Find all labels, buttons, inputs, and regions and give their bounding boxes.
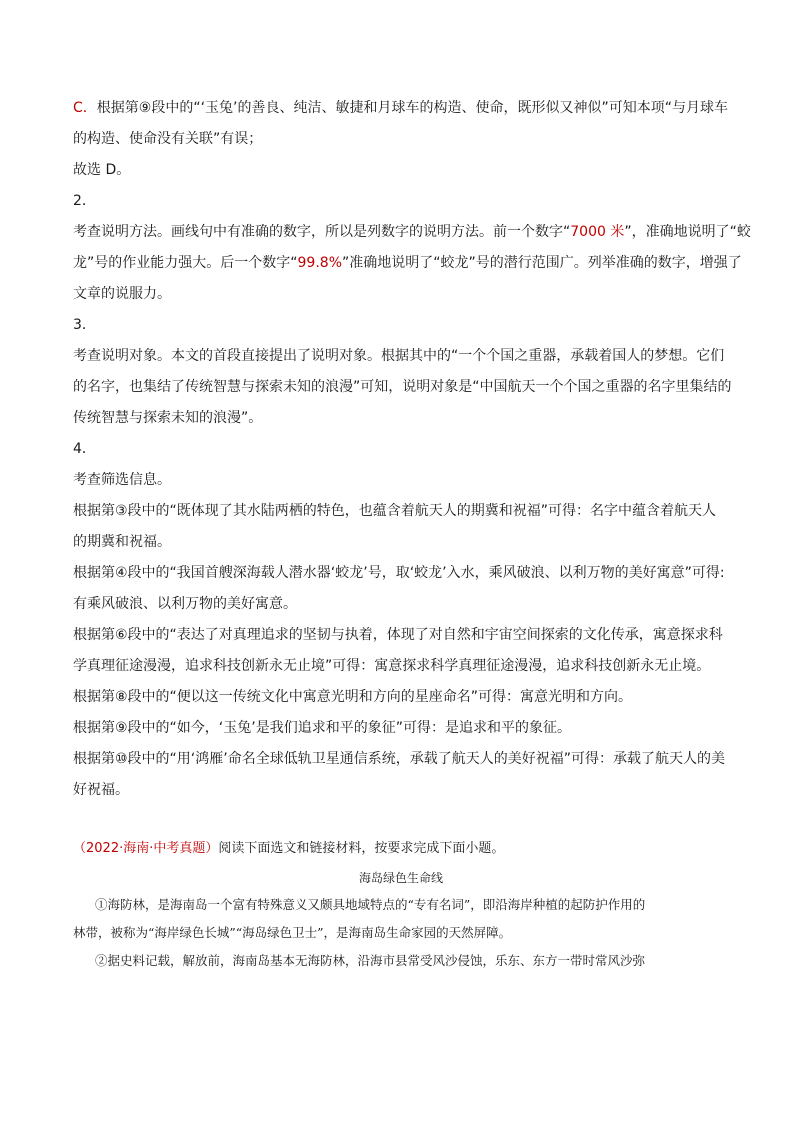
q4-p3-line-2: 的期冀和祝福。 [73,534,171,550]
q4-number: 4． [73,441,96,457]
answer-c-line-1 [73,98,729,119]
q2-highlight-1: 7000 米 [570,224,625,240]
q2-line-1 [73,222,751,243]
q4-p4-line-2: 有乘风破浪、以利万物的美好寓意。 [73,596,297,612]
article-p2-line-1: ②据史料记载，解放前，海南岛基本无海防林，沿海市县常受风沙侵蚀，乐东、东方一带时常风沙弥 [95,953,646,968]
q4-p10-line-1: 根据第⑩段中的“用‘鸿雁’命名全球低轨卫星通信系统，承载了航天人的美好祝福”可得：承载了航天人的美 [73,751,725,767]
answer-c-line-2: 的构造、使命没有关联”有误； [73,131,263,147]
q4-p10-line-2: 好祝福。 [73,782,129,798]
document-page [73,98,751,979]
question-source: （2022·海南·中考真题） [73,841,219,856]
article-title: 海岛绿色生命线 [358,871,443,885]
q2-number: 2． [73,193,96,209]
q2-text-2a: 龙”号的作业能力强大。后一个数字“ [73,255,298,271]
q4-p6-line-1: 根据第⑥段中的“表达了对真理追求的坚韧与执着，体现了对自然和宇宙空间探索的文化传承，寓意探求科 [73,627,723,643]
q3-line-1: 考查说明对象。本文的首段直接提出了说明对象。根据其中的“一个个国之重器，承载着国人的梦想。它们 [73,348,725,364]
q2-line-3: 文章的说服力。 [73,286,171,302]
q2-line-2 [73,253,742,274]
q3-line-3: 传统智慧与探索未知的浪漫”。 [73,410,263,426]
q3-number: 3． [73,317,96,333]
q4-p6-line-2: 学真理征途漫漫，追求科技创新永无止境”可得：寓意探求科学真理征途漫漫，追求科技创新永无止境。 [73,658,711,674]
answer-c-text-1: 根据第⑨段中的“‘玉兔’的善良、纯洁、敏捷和月球车的构造、使命，既形似又神似”可知本项“与月球车 [96,100,728,116]
q4-p4-line-1: 根据第④段中的“我国首艘深海载人潜水器‘蛟龙’号，取‘蛟龙’入水，乘风破浪、以利万物的美好寓意”可得: [73,565,725,581]
article-p1-line-1: ①海防林，是海南岛一个富有特殊意义又颇具地域特点的“专有名词”，即沿海岸种植的起防护作用的 [95,897,646,912]
next-question-title [73,839,729,859]
question-prompt: 阅读下面选文和链接材料，按要求完成下面小题。 [218,841,505,856]
option-c-label: C． [73,100,97,116]
q4-p3-line-1: 根据第③段中的“既体现了其水陆两栖的特色，也蕴含着航天人的期冀和祝福”可得：名字中蕴含着航天人 [73,503,717,519]
article-p1-line-2: 林带，被称为“海岸绿色长城”“海岛绿色卫士”，是海南岛生命家园的天然屏障。 [73,925,512,940]
q2-text-1a: 考查说明方法。画线句中有准确的数字，所以是列数字的说明方法。前一个数字“ [73,224,571,240]
choose-answer: 故选 D。 [73,162,131,178]
section-spacer [73,811,729,839]
q4-intro: 考查筛选信息。 [73,472,171,488]
q3-line-2: 的名字，也集结了传统智慧与探索未知的浪漫”可知，说明对象是“中国航天一个个国之重器的名字里集结的 [73,379,732,395]
q2-text-1b: ”，准确地说明了“蛟 [624,224,751,240]
q4-p8: 根据第⑧段中的“便以这一传统文化中寓意光明和方向的星座命名”可得：寓意光明和方向。 [73,689,633,705]
q4-p9: 根据第⑨段中的“如今，‘玉兔’是我们追求和平的象征”可得：是追求和平的象征。 [73,720,571,736]
q2-highlight-2: 99.8% [297,255,342,271]
q2-text-2b: ”准确地说明了“蛟龙”号的潜行范围广。列举准确的数字，增强了 [342,255,742,271]
